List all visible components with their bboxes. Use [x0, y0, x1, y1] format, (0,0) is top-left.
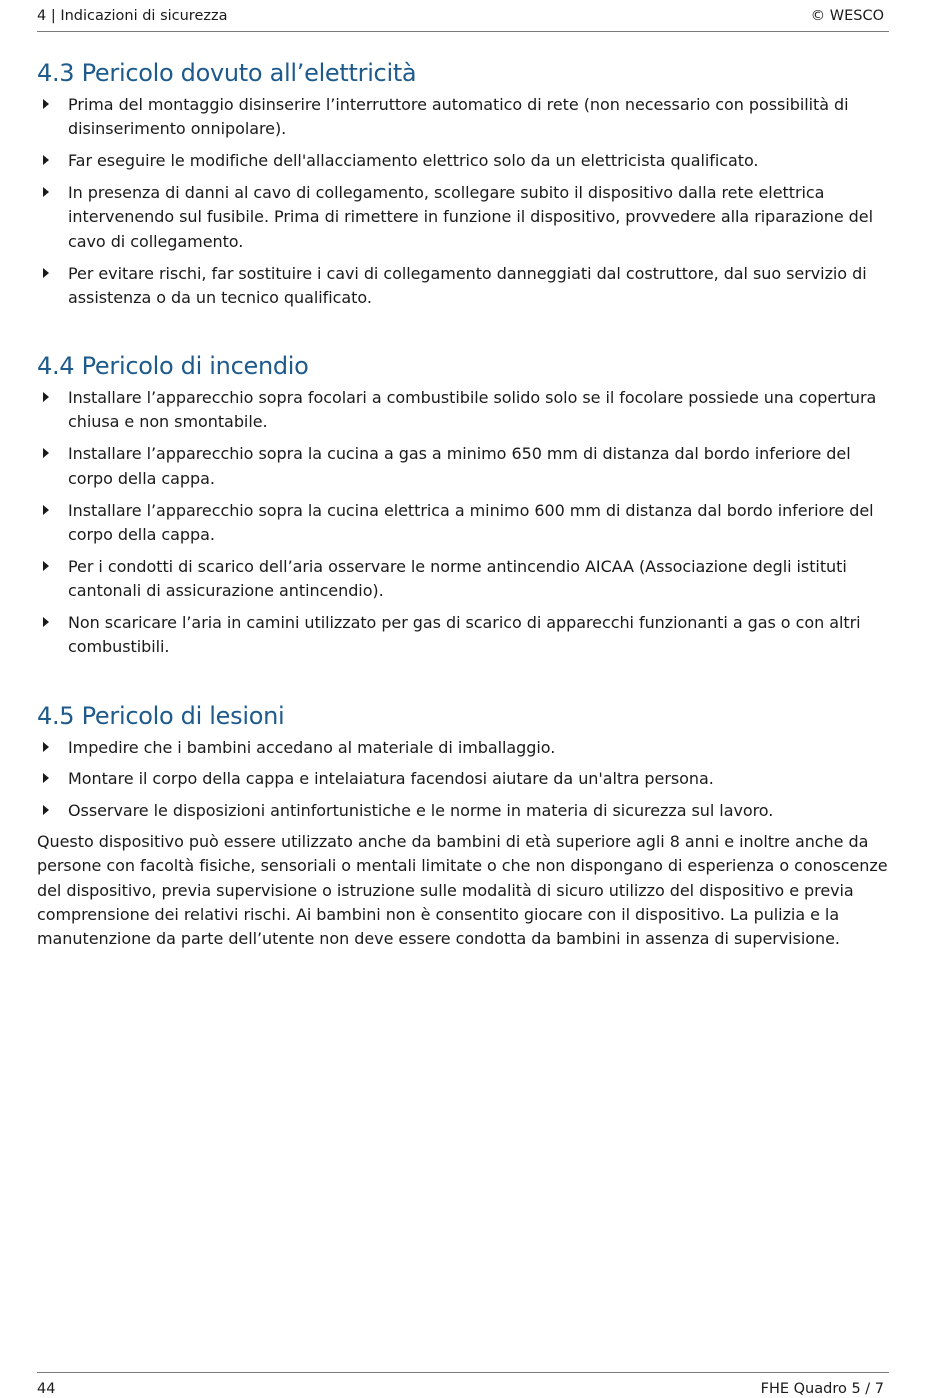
- list-item: [37, 611, 889, 660]
- bullet-triangle-icon: [43, 187, 49, 197]
- bullet-triangle-icon: [43, 617, 49, 627]
- bullet-triangle-icon: [43, 805, 49, 815]
- list-item-text: Per i condotti di scarico dell’aria osservare le norme antincendio AICAA (Associazione degli istituti cantonali di assicurazione antincendio).: [68, 556, 847, 601]
- bullet-triangle-icon: [43, 773, 49, 783]
- section-title-injury: 4.5 Pericolo di lesioni: [37, 701, 285, 730]
- list-item-text: Montare il corpo della cappa e intelaiatura facendosi aiutare da un'altra persona.: [68, 769, 714, 789]
- children-safety-paragraph: Questo dispositivo può essere utilizzato anche da bambini di età superiore agli 8 anni e inoltre anche da persone con facoltà fisiche, sensoriali o mentali limitate o che non dispongano di esperienza o conoscenze del dispositivo, previa supervisione o istruzione sulle modalità di sicuro utilizzo del dispositivo e previa comprensione dei relativi rischi. Ai bambini non è consentito giocare con il dispositivo. La pulizia e la manutenzione da parte dell’utente non deve essere condotta da bambini in assenza di supervisione.: [37, 832, 888, 949]
- list-item-text: Impedire che i bambini accedano al materiale di imballaggio.: [68, 737, 556, 757]
- list-item-text: Osservare le disposizioni antinfortunistiche e le norme in materia di sicurezza sul lavoro.: [68, 801, 774, 821]
- footer-model: FHE Quadro 5 / 7: [760, 1381, 884, 1397]
- list-electricity: [37, 93, 889, 310]
- list-item: [37, 442, 889, 491]
- header-copyright: © WESCO: [810, 8, 884, 24]
- bullet-triangle-icon: [43, 561, 49, 571]
- bullet-triangle-icon: [43, 742, 49, 752]
- header-chapter: 4 | Indicazioni di sicurezza: [37, 8, 228, 24]
- list-fire: [37, 386, 889, 659]
- list-item-text: Installare l’apparecchio sopra focolari a combustibile solido solo se il focolare possiede una copertura chiusa e non smontabile.: [68, 388, 877, 432]
- list-item: [37, 386, 889, 435]
- list-item: [37, 499, 889, 548]
- page-number: 44: [37, 1381, 56, 1397]
- bullet-triangle-icon: [43, 448, 49, 458]
- bullet-triangle-icon: [43, 155, 49, 165]
- list-item: [37, 93, 889, 142]
- bullet-triangle-icon: [43, 99, 49, 109]
- page-header: [37, 7, 889, 32]
- list-item-text: Prima del montaggio disinserire l’interruttore automatico di rete (non necessario con possibilità di disinserimento onnipolare).: [68, 95, 849, 139]
- list-item: [37, 736, 889, 760]
- page-content: [37, 57, 889, 952]
- page-footer: [37, 1372, 889, 1398]
- list-item-text: Installare l’apparecchio sopra la cucina a gas a minimo 650 mm di distanza dal bordo inferiore del corpo della cappa.: [68, 444, 851, 488]
- list-item: [37, 767, 889, 791]
- section-title-fire: 4.4 Pericolo di incendio: [37, 352, 309, 381]
- bullet-triangle-icon: [43, 505, 49, 515]
- list-item: [37, 555, 889, 604]
- list-item-text: Far eseguire le modifiche dell'allacciamento elettrico solo da un elettricista qualificato.: [68, 151, 759, 171]
- list-item-text: Per evitare rischi, far sostituire i cavi di collegamento danneggiati dal costruttore, dal suo servizio di assistenza o da un tecnico qualificato.: [68, 263, 867, 307]
- bullet-triangle-icon: [43, 268, 49, 278]
- list-injury: [37, 736, 889, 824]
- list-item-text: Installare l’apparecchio sopra la cucina elettrica a minimo 600 mm di distanza dal bordo inferiore del corpo della cappa.: [68, 500, 874, 544]
- list-item: [37, 149, 889, 173]
- bullet-triangle-icon: [43, 392, 49, 402]
- section-title-electricity: 4.3 Pericolo dovuto all’elettricità: [37, 59, 417, 87]
- list-item-text: In presenza di danni al cavo di collegamento, scollegare subito il dispositivo dalla rete elettrica intervenendo sul fusibile. Prima di rimettere in funzione il dispositivo, provvedere alla riparazione del cavo di collegamento.: [68, 183, 873, 251]
- list-item: [37, 262, 889, 311]
- list-item-text: Non scaricare l’aria in camini utilizzato per gas di scarico di apparecchi funzionanti a gas o con altri combustibili.: [68, 612, 861, 657]
- list-item: [37, 799, 889, 823]
- list-item: [37, 181, 889, 254]
